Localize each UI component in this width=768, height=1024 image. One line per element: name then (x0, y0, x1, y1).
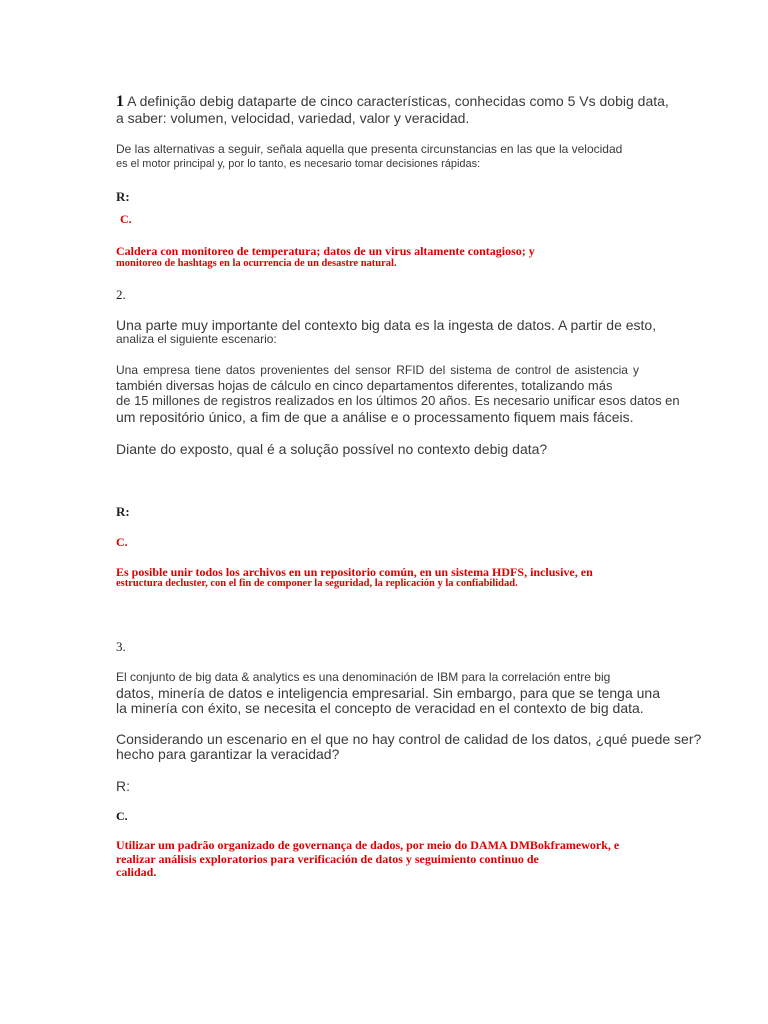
q3-intro-line1: El conjunto de big data & analytics es una denominación de IBM para la correlación entre big (116, 670, 611, 684)
q1-question-line1: De las alternativas a seguir, señala aquella que presenta circunstancias en las que la velocidad (116, 142, 623, 156)
q2-number: 2. (116, 287, 126, 302)
q3-answer-line2: realizar análisis exploratorios para verificación de datos y seguimiento continuo de (116, 852, 539, 866)
q3-number: 3. (116, 639, 126, 654)
q2-answer-line1: Es posible unir todos los archivos en un repositorio común, en un sistema HDFS, inclusive, en (116, 565, 593, 579)
q2-scenario-line2: también diversas hojas de cálculo en cinco departamentos diferentes, totalizando más (116, 378, 613, 393)
q3-question-line2: hecho para garantizar la veracidad? (116, 746, 340, 762)
q2-question-line: Diante do exposto, qual é a solução possível no contexto debig data? (116, 441, 548, 457)
q2-scenario-line3: de 15 millones de registros realizados en los últimos 20 años. Es necesario unificar esos datos en (116, 393, 680, 408)
q3-answer-line3: calidad. (116, 865, 157, 879)
q1-number: 1 (116, 93, 124, 110)
q1-answer-line1: Caldera con monitoreo de temperatura; datos de un virus altamente contagioso; y (116, 244, 535, 258)
q1-intro-line2: a saber: volumen, velocidad, variedad, valor y veracidad. (116, 110, 470, 126)
q2-response-label: R: (116, 504, 130, 519)
q1-answer-line2: monitoreo de hashtags en la ocurrencia de un desastre natural. (116, 258, 397, 269)
q1-answer-choice: C. (120, 212, 132, 226)
q2-intro-line1: Una parte muy importante del contexto big data es la ingesta de datos. A partir de esto, (116, 317, 657, 333)
q2-scenario-line4: um repositório único, a fim de que a análise e o processamento fiquem mais fáceis. (116, 409, 634, 425)
q3-answer-line1: Utilizar um padrão organizado de governança de dados, por meio do DAMA DMBokframework, e (116, 838, 620, 852)
q1-question-line2: es el motor principal y, por lo tanto, es necesario tomar decisiones rápidas: (116, 158, 481, 170)
q2-answer-choice: C. (116, 535, 128, 549)
q3-answer-choice: C. (116, 809, 128, 823)
q2-scenario-line1: Una empresa tiene datos provenientes del sensor RFID del sistema de control de asistencia y (116, 363, 639, 377)
q3-intro-line2: datos, minería de datos e inteligencia empresarial. Sin embargo, para que se tenga una (116, 685, 661, 701)
q1-response-label: R: (116, 189, 130, 204)
q2-intro-line2: analiza el siguiente escenario: (116, 332, 277, 346)
q3-response-label: R: (116, 778, 130, 794)
q3-intro-line3: la minería con éxito, se necesita el concepto de veracidad en el contexto de big data. (116, 700, 644, 716)
q1-intro-text-1: A definição debig dataparte de cinco características, conhecidas como 5 Vs dobig data, (127, 93, 669, 109)
q1-intro-line1 (116, 93, 669, 111)
q2-answer-line2: estructura decluster, con el fin de componer la seguridad, la replicación y la confiabilidad. (116, 578, 518, 589)
q3-question-line1: Considerando un escenario en el que no hay control de calidad de los datos, ¿qué puede ser? (116, 731, 702, 747)
